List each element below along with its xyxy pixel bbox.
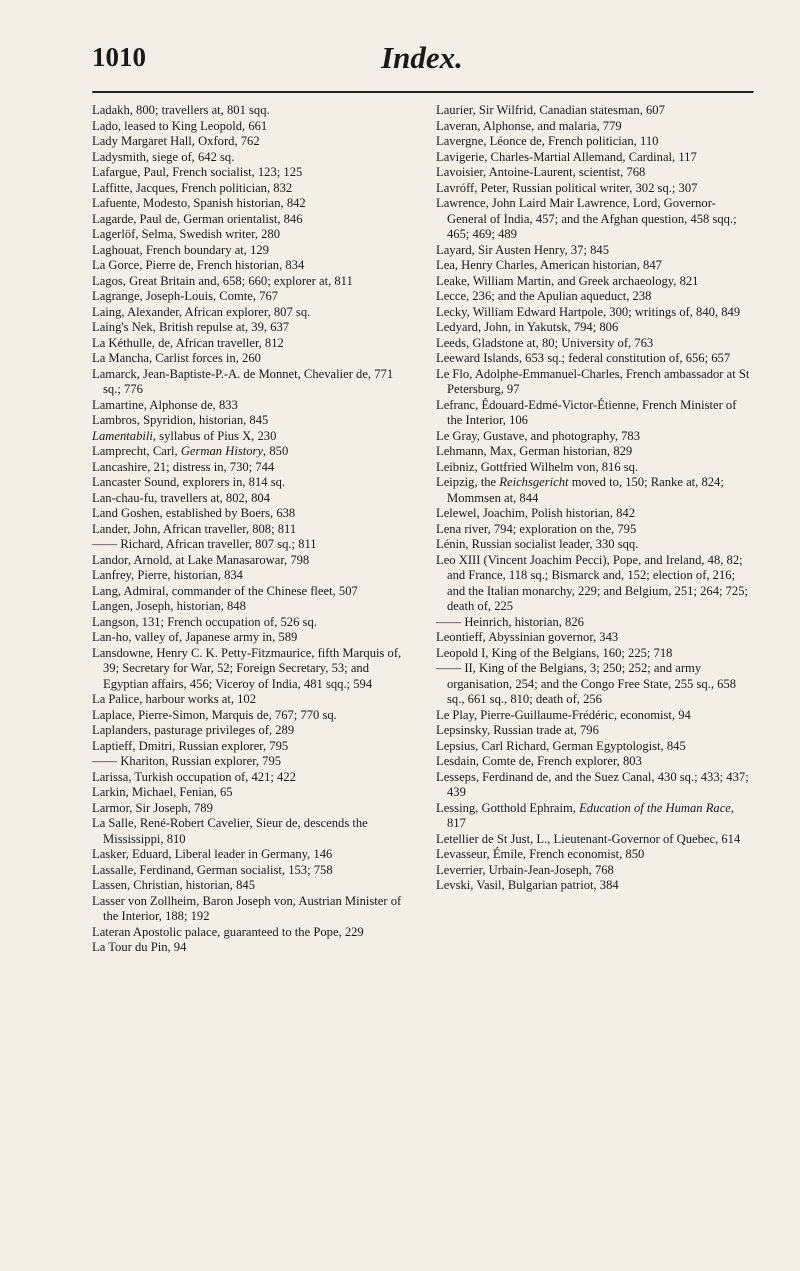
index-entry: Lady Margaret Hall, Oxford, 762 xyxy=(92,134,260,148)
index-entry: Lena river, 794; exploration on the, 795 xyxy=(436,521,637,536)
index-entry: Lan-chau-fu, travellers at, 802, 804 xyxy=(92,490,270,505)
index-entry: Lehmann, Max, German historian, 829 xyxy=(436,444,633,458)
index-entry: Land Goshen, established by Boers, 638 xyxy=(92,506,296,520)
index-entry: Levski, Vasil, Bulgarian patriot, 384 xyxy=(436,878,619,892)
index-entry: Lea, Henry Charles, American historian, 847 xyxy=(436,258,662,272)
index-entry: Leopold I, King of the Belgians, 160; 225; 718 xyxy=(436,645,673,660)
index-entry: Lamprecht, Carl, German History, 850 xyxy=(92,444,289,458)
index-entry: Lado, leased to King Leopold, 661 xyxy=(92,118,268,133)
index-entry: Le Gray, Gustave, and photography, 783 xyxy=(436,428,641,443)
index-entry: Lagarde, Paul de, German orientalist, 846 xyxy=(92,211,303,226)
index-entry: Lancashire, 21; distress in, 730; 744 xyxy=(92,459,275,474)
index-entry: Lavróff, Peter, Russian political writer, 302 sq.; 307 xyxy=(436,180,698,195)
index-entry: Lamartine, Alphonse de, 833 xyxy=(92,397,238,412)
index-entry: Laptieff, Dmitri, Russian explorer, 795 xyxy=(92,738,289,753)
index-entry: Lamentabili, syllabus of Pius X, 230 xyxy=(92,428,277,443)
index-entry: Landor, Arnold, at Lake Manasarowar, 798 xyxy=(92,552,310,567)
index-entry: Laffitte, Jacques, French politician, 832 xyxy=(92,180,293,195)
index-entry: Lambros, Spyridion, historian, 845 xyxy=(92,413,269,427)
index-entry: Le Play, Pierre-Guillaume-Frédéric, economist, 94 xyxy=(436,707,691,722)
index-entry: Lancaster Sound, explorers in, 814 sq. xyxy=(92,475,286,489)
page-title: Index. xyxy=(381,40,463,75)
index-entry: Lafuente, Modesto, Spanish historian, 842 xyxy=(92,196,306,210)
index-entry: —— Richard, African traveller, 807 sq.; 811 xyxy=(92,537,317,551)
index-entry: Lecky, William Edward Hartpole, 300; writings of, 840, 849 xyxy=(436,304,741,319)
index-entry: La Kéthulle, de, African traveller, 812 xyxy=(92,335,284,350)
index-entry: Laplanders, pasturage privileges of, 289 xyxy=(92,723,295,737)
index-entry: Levasseur, Émile, French economist, 850 xyxy=(436,847,645,861)
index-entry: Lavergne, Léonce de, French politician, 110 xyxy=(436,134,659,148)
index-entry: Lansdowne, Henry C. K. Petty-Fitzmaurice, fifth Marquis of, 39; Secretary for War, 52; Foreign Secretary, 53; and Egyptian affairs, 456; Viceroy of India, 481 sqq.; 594 xyxy=(92,645,402,691)
index-entry: Leverrier, Urbain-Jean-Joseph, 768 xyxy=(436,862,614,877)
index-entry: Ledyard, John, in Yakutsk, 794; 806 xyxy=(436,320,619,334)
index-entry: Lepsius, Carl Richard, German Egyptologist, 845 xyxy=(436,738,686,753)
index-entry: Larissa, Turkish occupation of, 421; 422 xyxy=(92,769,296,784)
index-entry: Lamarck, Jean-Baptiste-P.-A. de Monnet, Chevalier de, 771 sq.; 776 xyxy=(92,366,394,396)
index-entry: Lecce, 236; and the Apulian aqueduct, 238 xyxy=(436,289,652,303)
index-entry: Le Flo, Adolphe-Emmanuel-Charles, French ambassador at St Petersburg, 97 xyxy=(436,366,750,396)
index-entry: Lang, Admiral, commander of the Chinese fleet, 507 xyxy=(92,583,358,598)
index-entry: Lateran Apostolic palace, guaranteed to the Pope, 229 xyxy=(92,924,364,939)
index-entry: —— II, King of the Belgians, 3; 250; 252; and army organisation, 254; and the Congo Free State, 255 sq., 658 sq., 661 sq., 810; death of, 256 xyxy=(436,661,737,706)
index-entry: Laing's Nek, British repulse at, 39, 637 xyxy=(92,320,290,334)
index-entry: Lasser von Zollheim, Baron Joseph von, Austrian Minister of the Interior, 188; 192 xyxy=(92,893,402,923)
index-entry: Larmor, Sir Joseph, 789 xyxy=(92,800,213,815)
index-entry: Langen, Joseph, historian, 848 xyxy=(92,599,246,613)
index-column-left xyxy=(92,103,408,956)
index-entry: La Gorce, Pierre de, French historian, 834 xyxy=(92,258,305,272)
index-entry: Larkin, Michael, Fenian, 65 xyxy=(92,785,233,799)
index-entry: Leibniz, Gottfried Wilhelm von, 816 sq. xyxy=(436,459,639,474)
index-entry: La Palice, harbour works at, 102 xyxy=(92,692,257,706)
index-entry: Leake, William Martin, and Greek archaeology, 821 xyxy=(436,273,699,288)
index-entry: Lepsinsky, Russian trade at, 796 xyxy=(436,723,599,737)
index-entry: Laghouat, French boundary at, 129 xyxy=(92,242,269,257)
index-entry: Lanfrey, Pierre, historian, 834 xyxy=(92,568,243,582)
index-entry: Lavoisier, Antoine-Laurent, scientist, 768 xyxy=(436,165,646,179)
index-entry: Langson, 131; French occupation of, 526 sq. xyxy=(92,614,317,629)
page-header xyxy=(92,40,752,80)
index-entry: Lander, John, African traveller, 808; 811 xyxy=(92,521,297,536)
index-entry: —— Khariton, Russian explorer, 795 xyxy=(92,754,282,768)
index-entry: Leontieff, Abyssinian governor, 343 xyxy=(436,630,619,644)
index-entry: Laveran, Alphonse, and malaria, 779 xyxy=(436,118,622,133)
index-entry: Lagos, Great Britain and, 658; 660; explorer at, 811 xyxy=(92,273,353,288)
index-entry: La Salle, René-Robert Cavelier, Sieur de, descends the Mississippi, 810 xyxy=(92,816,368,846)
index-entry: Lessing, Gotthold Ephraim, Education of the Human Race, 817 xyxy=(436,800,735,830)
index-entry: Leipzig, the Reichsgericht moved to, 150; Ranke at, 824; Mommsen at, 844 xyxy=(436,475,724,505)
index-entry: Leo XIII (Vincent Joachim Pecci), Pope, and Ireland, 48, 82; and France, 118 sq.; Bismarck and, 152; election of, 216; and the Italian monarchy, 229; and Belgium, 251; 264; 725; death of, 225 xyxy=(436,552,749,613)
index-entry: Lafargue, Paul, French socialist, 123; 125 xyxy=(92,165,303,179)
index-columns xyxy=(92,103,752,956)
index-entry: Ladysmith, siege of, 642 sq. xyxy=(92,149,235,164)
index-entry: Lelewel, Joachim, Polish historian, 842 xyxy=(436,506,636,520)
index-entry: Laurier, Sir Wilfrid, Canadian statesman, 607 xyxy=(436,103,665,117)
index-entry: Lassalle, Ferdinand, German socialist, 153; 758 xyxy=(92,862,333,877)
index-entry: Lassen, Christian, historian, 845 xyxy=(92,878,255,892)
index-entry: Letellier de St Just, L., Lieutenant-Governor of Quebec, 614 xyxy=(436,831,741,846)
index-entry: Lavigerie, Charles-Martial Allemand, Cardinal, 117 xyxy=(436,149,697,164)
index-entry: Lawrence, John Laird Mair Lawrence, Lord, Governor-General of India, 457; and the Afghan question, 458 sqq.; 465; 469; 489 xyxy=(436,196,737,241)
header-rule xyxy=(92,91,754,94)
index-entry: Laing, Alexander, African explorer, 807 sq. xyxy=(92,304,311,319)
index-entry: Lagerlöf, Selma, Swedish writer, 280 xyxy=(92,227,281,241)
index-entry: Lesseps, Ferdinand de, and the Suez Canal, 430 sq.; 433; 437; 439 xyxy=(436,769,749,799)
index-entry: Lénin, Russian socialist leader, 330 sqq. xyxy=(436,537,639,551)
index-entry: Lesdain, Comte de, French explorer, 803 xyxy=(436,754,642,768)
index-entry: Laplace, Pierre-Simon, Marquis de, 767; 770 sq. xyxy=(92,707,337,722)
index-entry: Leeward Islands, 653 sq.; federal constitution of, 656; 657 xyxy=(436,351,731,365)
page-number: 1010 xyxy=(92,42,146,72)
index-entry: Lasker, Eduard, Liberal leader in Germany, 146 xyxy=(92,847,333,861)
index-entry: La Tour du Pin, 94 xyxy=(92,940,187,954)
index-entry: Layard, Sir Austen Henry, 37; 845 xyxy=(436,242,610,257)
index-entry: La Mancha, Carlist forces in, 260 xyxy=(92,351,261,365)
index-entry: Leeds, Gladstone at, 80; University of, 763 xyxy=(436,335,654,350)
index-entry: Ladakh, 800; travellers at, 801 sqq. xyxy=(92,103,270,117)
index-entry: Lagrange, Joseph-Louis, Comte, 767 xyxy=(92,289,279,303)
index-column-right xyxy=(436,103,752,956)
index-entry: —— Heinrich, historian, 826 xyxy=(436,614,584,629)
index-entry: Lan-ho, valley of, Japanese army in, 589 xyxy=(92,630,298,644)
index-entry: Lefranc, Édouard-Edmé-Victor-Étienne, French Minister of the Interior, 106 xyxy=(436,397,737,427)
